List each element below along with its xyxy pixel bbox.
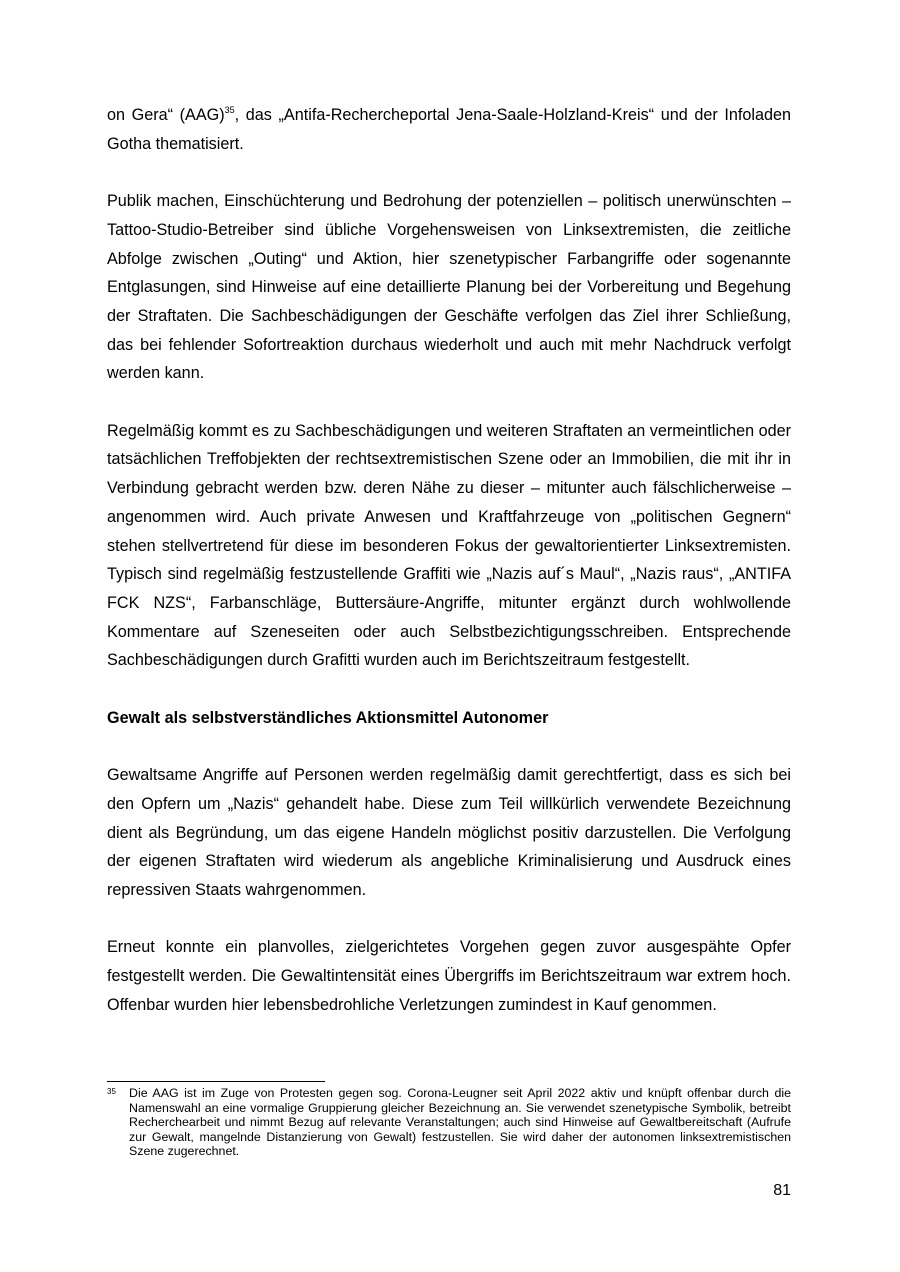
paragraph-1-text-b: , das „Antifa-Rechercheportal Jena-Saale-Holzland-Kreis“ und der Infoladen Gotha thematisiert. (107, 106, 791, 153)
paragraph-5: Erneut konnte ein planvolles, zielgerichtetes Vorgehen gegen zuvor ausgespähte Opfer festgestellt werden. Die Gewaltintensität eines Übergriffs im Berichtszeitraum war extrem hoch. Offenbar wurden hier lebensbedrohliche Verletzungen zumindest in Kauf genommen. (107, 938, 791, 1014)
paragraph-4: Gewaltsame Angriffe auf Personen werden regelmäßig damit gerechtfertigt, dass es sich bei den Opfern um „Nazis“ gehandelt habe. Diese zum Teil willkürlich verwendete Bezeichnung dient als Begründung, um das eigene Handeln möglichst positiv darzustellen. Die Verfolgung der eigenen Straftaten wird wiederum als angebliche Kriminalisierung und Ausdruck eines repressiven Staats wahrgenommen. (107, 766, 791, 899)
page-number: 81 (773, 1182, 791, 1199)
paragraph-3: Regelmäßig kommt es zu Sachbeschädigungen und weiteren Straftaten an vermeintlichen oder tatsächlichen Treffobjekten der rechtsextremistischen Szene oder an Immobilien, die mit ihr in Verbindung gebracht werden bzw. deren Nähe zu dieser – mitunter auch fälschlicherweise – angenommen wird. Auch private Anwesen und Kraftfahrzeuge von „politischen Gegnern“ stehen stellvertretend für diese im besonderen Fokus der gewaltorientierter Linksextremisten. Typisch sind regelmäßig festzustellende Graffiti wie „Nazis auf´s Maul“, „Nazis raus“, „ANTIFA FCK NZS“, Farbanschläge, Buttersäure-Angriffe, mitunter ergänzt durch wohlwollende Kommentare auf Szeneseiten oder auch Selbstbezichtigungsschreiben. Entsprechende Sachbeschädigungen durch Grafitti wurden auch im Berichtszeitraum festgestellt. (107, 421, 791, 670)
document-body (107, 101, 791, 1019)
paragraph-2: Publik machen, Einschüchterung und Bedrohung der potenziellen – politisch unerwünschten – Tattoo-Studio-Betreiber sind übliche Vorgehensweisen von Linksextremisten, die zeitliche Abfolge zwischen „Outing“ und Aktion, hier szenetypischer Farbangriffe oder sogenannte Entglasungen, sind Hinweise auf eine detaillierte Planung bei der Vorbereitung und Begehung der Straftaten. Die Sachbeschädigungen der Geschäfte verfolgen das Ziel ihrer Schließung, das bei fehlender Sofortreaktion durchaus wiederholt und auch mit mehr Nachdruck verfolgt werden kann. (107, 192, 791, 383)
footnote-35 (107, 1086, 791, 1159)
footnote-number: 35 (107, 1087, 116, 1096)
section-heading: Gewalt als selbstverständliches Aktionsmittel Autonomer (107, 708, 549, 727)
footnote-text: Die AAG ist im Zuge von Protesten gegen sog. Corona-Leugner seit April 2022 aktiv und knüpft offenbar durch die Namenswahl an eine vormalige Gruppierung gleicher Bezeichnung an. Sie verwendet szenetypische Symbolik, betreibt Recherchearbeit und nimmt Bezug auf relevante Veranstaltungen; auch sind Hinweise auf Gewaltbereitschaft (Aufrufe zur Gewalt, mangelnde Distanzierung von Gewalt) festzustellen. Sie wird daher der autonomen linksextremistischen Szene zugerechnet. (129, 1086, 791, 1159)
footnote-separator (107, 1081, 325, 1082)
footnote-reference-35[interactable]: 35 (224, 104, 235, 115)
paragraph-1-text-a: on Gera“ (AAG) (107, 106, 225, 124)
paragraph-1 (107, 101, 791, 158)
